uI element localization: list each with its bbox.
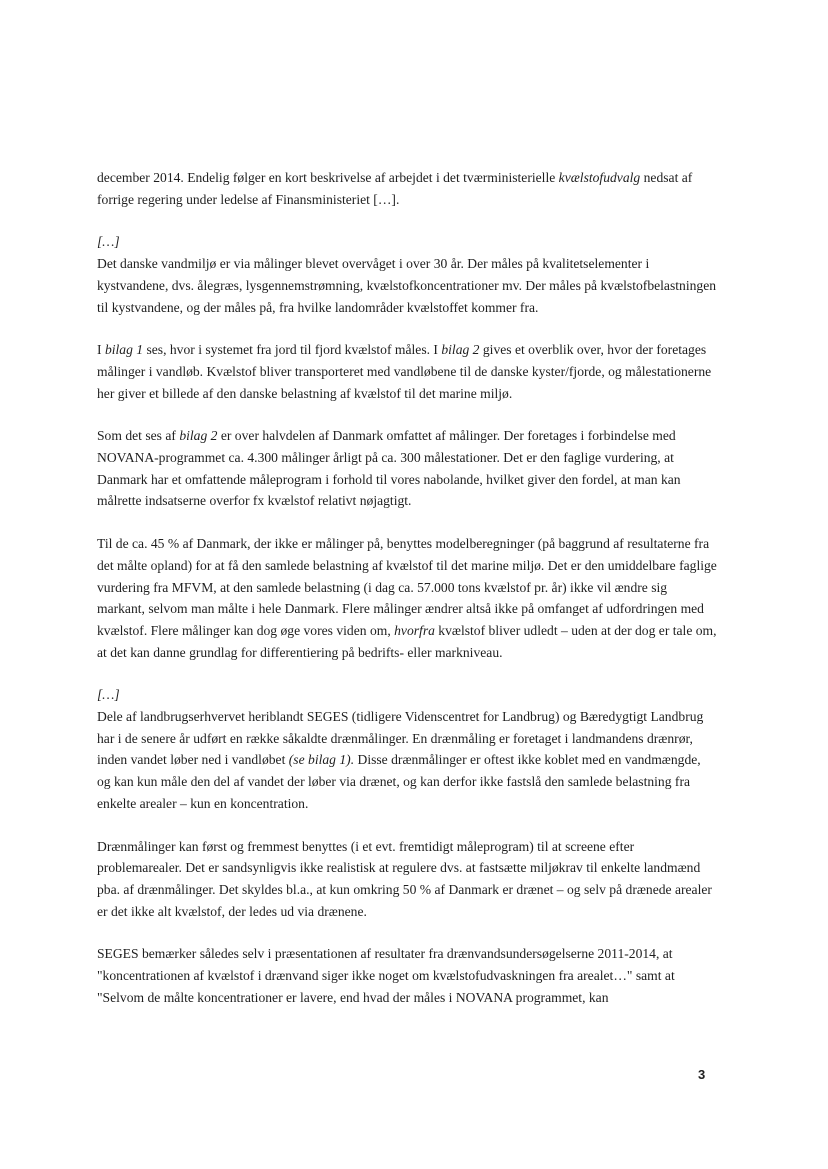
emphasis-se-bilag-1: (se bilag 1).	[288, 752, 355, 768]
text-run: SEGES bemærker således selv i præsentationen af resultater fra drænvandsundersøgelserne 2011-2014, at "koncentrationen af kvælstof i drænvand siger ikke noget om kvælstofudvaskningen fra arealet…" samt at "Selvom de målte koncentrationer er lavere, end hvad der måles i NOVANA programmet, kan	[97, 946, 675, 1005]
paragraph-seges	[97, 943, 717, 1008]
emphasis-kvaelstofudvalg: kvælstofudvalg	[558, 170, 641, 185]
paragraph-modelberegninger	[97, 533, 717, 663]
emphasis-bilag-2: bilag 2	[441, 342, 480, 358]
text-run: kvælstof bliver udledt – uden at der dog er tale om, at det kan danne grundlag for differentiering på bedrifts- eller markniveau.	[97, 622, 717, 660]
emphasis-bilag-1: bilag 1	[104, 342, 144, 358]
paragraph-vandmiljo: Det danske vandmiljø er via målinger blevet overvåget i over 30 år. Der måles på kvalitetselementer i kystvandene, dvs. ålegræs, lysgennemstrømning, kvælstofkoncentrationer mv. Der måles på kvælstofbelastningen til kystvandene, og der måles på, fra hvilke landområder kvælstoffet kommer fra.	[97, 256, 717, 315]
section-block-2	[97, 684, 717, 814]
text-run: er over halvdelen af Danmark omfattet af målinger. Der foretages i forbindelse med NOVANA-programmet ca. 4.300 målinger årligt på ca. 300 målestationer. Det er den faglige vurdering, at Danmark har et omfattende måleprogram i forhold til vores nabolande, hvilket giver den fordel, at man kan målrette indsatserne overfor fx kvælstof relativt nøjagtigt.	[97, 428, 681, 509]
text-run: nedsat af forrige regering under ledelse af Finansministeriet […].	[97, 170, 693, 207]
text-run: I	[97, 342, 105, 358]
text-run: Dele af landbrugserhvervet heriblandt SEGES (tidligere Videnscentret for Landbrug) og Bæredygtigt Landbrug har i de senere år udført en række såkaldte drænmålinger. En drænmåling er foretaget i landmandens drænrør, inden vandet løber ned i vandløbet	[97, 709, 704, 768]
text-run: december 2014. Endelig følger en kort beskrivelse af arbejdet i det tværministerielle	[97, 170, 559, 185]
paragraph-bilag	[97, 339, 717, 404]
paragraph-intro	[97, 167, 717, 210]
omission-marker: […]	[97, 234, 120, 250]
text-run: ses, hvor i systemet fra jord til fjord kvælstof måles. I	[143, 342, 442, 358]
emphasis-bilag-2: bilag 2	[179, 428, 218, 444]
paragraph-draenmaalinger	[97, 836, 717, 923]
omission-marker: […]	[97, 687, 120, 703]
text-run: Til de ca. 45 % af Danmark, der ikke er målinger på, benyttes modelberegninger (på baggrund af resultaterne fra det målte opland) for at få den samlede belastning af kvælstof til det marine miljø. Det er den umiddelbare faglige vurdering fra MFVM, at den samlede belastning (i dag ca. 57.000 tons kvælstof pr. år) ikke vil ændre sig markant, selvom man målte i hele Danmark. Flere målinger ændrer altså ikke på omfanget af udfordringen med kvælstof. Flere målinger kan dog øge vores viden om,	[97, 536, 717, 638]
paragraph-novana	[97, 425, 717, 512]
page-number: 3	[698, 1067, 706, 1082]
section-block-1	[97, 231, 717, 318]
document-body	[97, 167, 717, 1030]
text-run: gives et overblik over, hvor der foretages målinger i vandløb. Kvælstof bliver transporteret med vandløbene til de danske kyster/fjorde, og målestationerne her giver et billede af den danske belastning af kvælstof til det marine miljø.	[97, 342, 712, 401]
text-run: Disse drænmålinger er oftest ikke koblet med en vandmængde, og kan kun måle den del af vandet der løber via drænet, og kan derfor ikke fastslå den samlede belastning fra enkelte arealer – kun en koncentration.	[97, 752, 701, 811]
text-run: Som det ses af	[97, 428, 180, 444]
emphasis-hvorfra: hvorfra	[394, 622, 435, 638]
text-run: Drænmålinger kan først og fremmest benyttes (i et evt. fremtidigt måleprogram) til at screene efter problemarealer. Det er sandsynligvis ikke realistisk at regulere dvs. at fastsætte miljøkrav til enkelte landmænd pba. af drænmålinger. Det skyldes bl.a., at kun omkring 50 % af Danmark er drænet – og selv på drænede arealer er det ikke alt kvælstof, der ledes ud via drænene.	[97, 838, 712, 919]
